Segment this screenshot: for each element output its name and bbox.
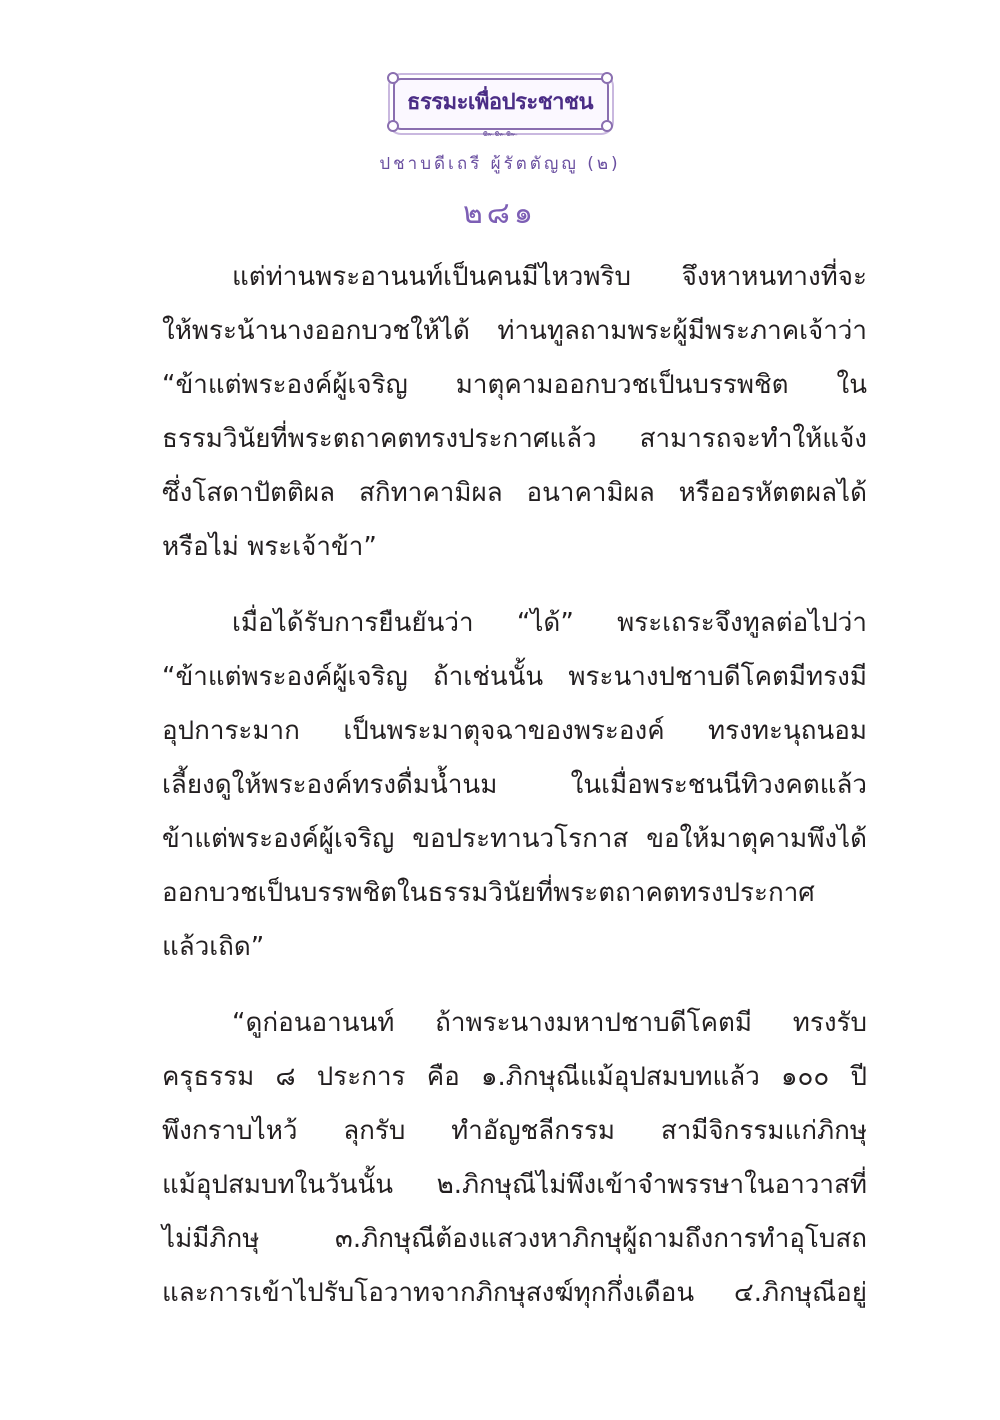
chapter-subtitle: ปชาบดีเถรี ผู้รัตตัญญู (๒) <box>379 154 621 174</box>
text-line: ไม่มีภิกษุ ๓.ภิกษุณีต้องแสวงหาภิกษุผู้ถามถึงการทำอุโบสถ <box>162 1224 867 1254</box>
paragraph <box>162 250 867 574</box>
body-text <box>162 250 867 1320</box>
text-line: ครุธรรม ๘ ประการ คือ ๑.ภิกษุณีแม้อุปสมบทแล้ว ๑๐๐ ปี <box>162 1062 867 1092</box>
text-line: “ข้าแต่พระองค์ผู้เจริญ มาตุคามออกบวชเป็นบรรพชิต ใน <box>162 370 867 400</box>
page-header <box>0 70 1000 146</box>
text-line: ซึ่งโสดาปัตติผล สกิทาคามิผล อนาคามิผล หรืออรหัตตผลได้ <box>162 478 867 508</box>
text-line: ให้พระน้านางออกบวชให้ได้ ท่านทูลถามพระผู้มีพระภาคเจ้าว่า <box>162 316 867 346</box>
logo-title: ธรรมะเพื่อประชาชน <box>407 89 593 115</box>
text-line: และการเข้าไปรับโอวาทจากภิกษุสงฆ์ทุกกึ่งเดือน ๔.ภิกษุณีอยู่ <box>162 1278 867 1308</box>
text-line: แม้อุปสมบทในวันนั้น ๒.ภิกษุณีไม่พึงเข้าจำพรรษาในอาวาสที่ <box>162 1170 867 1200</box>
text-line: “ข้าแต่พระองค์ผู้เจริญ ถ้าเช่นนั้น พระนางปชาบดีโคตมีทรงมี <box>162 662 867 692</box>
text-line: แล้วเถิด” <box>162 932 265 962</box>
text-line: ข้าแต่พระองค์ผู้เจริญ ขอประทานวโรกาส ขอให้มาตุคามพึงได้ <box>162 824 867 854</box>
page-number: ๒๘๑ <box>463 196 537 231</box>
text-line: ธรรมวินัยที่พระตถาคตทรงประกาศแล้ว สามารถจะทำให้แจ้ง <box>162 424 867 454</box>
paragraph <box>162 596 867 974</box>
text-line: “ดูก่อนอานนท์ ถ้าพระนางมหาปชาบดีโคตมี ทรงรับ <box>232 1008 867 1038</box>
text-line: ออกบวชเป็นบรรพชิตในธรรมวินัยที่พระตถาคตทรงประกาศ <box>162 878 815 908</box>
logo-corner-ornament <box>387 72 399 84</box>
text-line: หรือไม่ พระเจ้าข้า” <box>162 532 377 562</box>
text-line: แต่ท่านพระอานนท์เป็นคนมีไหวพริบ จึงหาหนทางที่จะ <box>232 262 867 292</box>
logo-corner-ornament <box>601 72 613 84</box>
dhamma-logo <box>387 70 613 142</box>
text-line: เลี้ยงดูให้พระองค์ทรงดื่มน้ำนม ในเมื่อพระชนนีทิวงคตแล้ว <box>162 770 867 800</box>
text-line: อุปการะมาก เป็นพระมาตุจฉาของพระองค์ ทรงทะนุถนอม <box>162 716 867 746</box>
paragraph <box>162 996 867 1320</box>
logo-ornament: ๛๛๛ <box>482 128 518 139</box>
text-line: พึงกราบไหว้ ลุกรับ ทำอัญชลีกรรม สามีจิกรรมแก่ภิกษุ <box>162 1116 867 1146</box>
text-line: เมื่อได้รับการยืนยันว่า “ได้” พระเถระจึงทูลต่อไปว่า <box>232 608 867 638</box>
